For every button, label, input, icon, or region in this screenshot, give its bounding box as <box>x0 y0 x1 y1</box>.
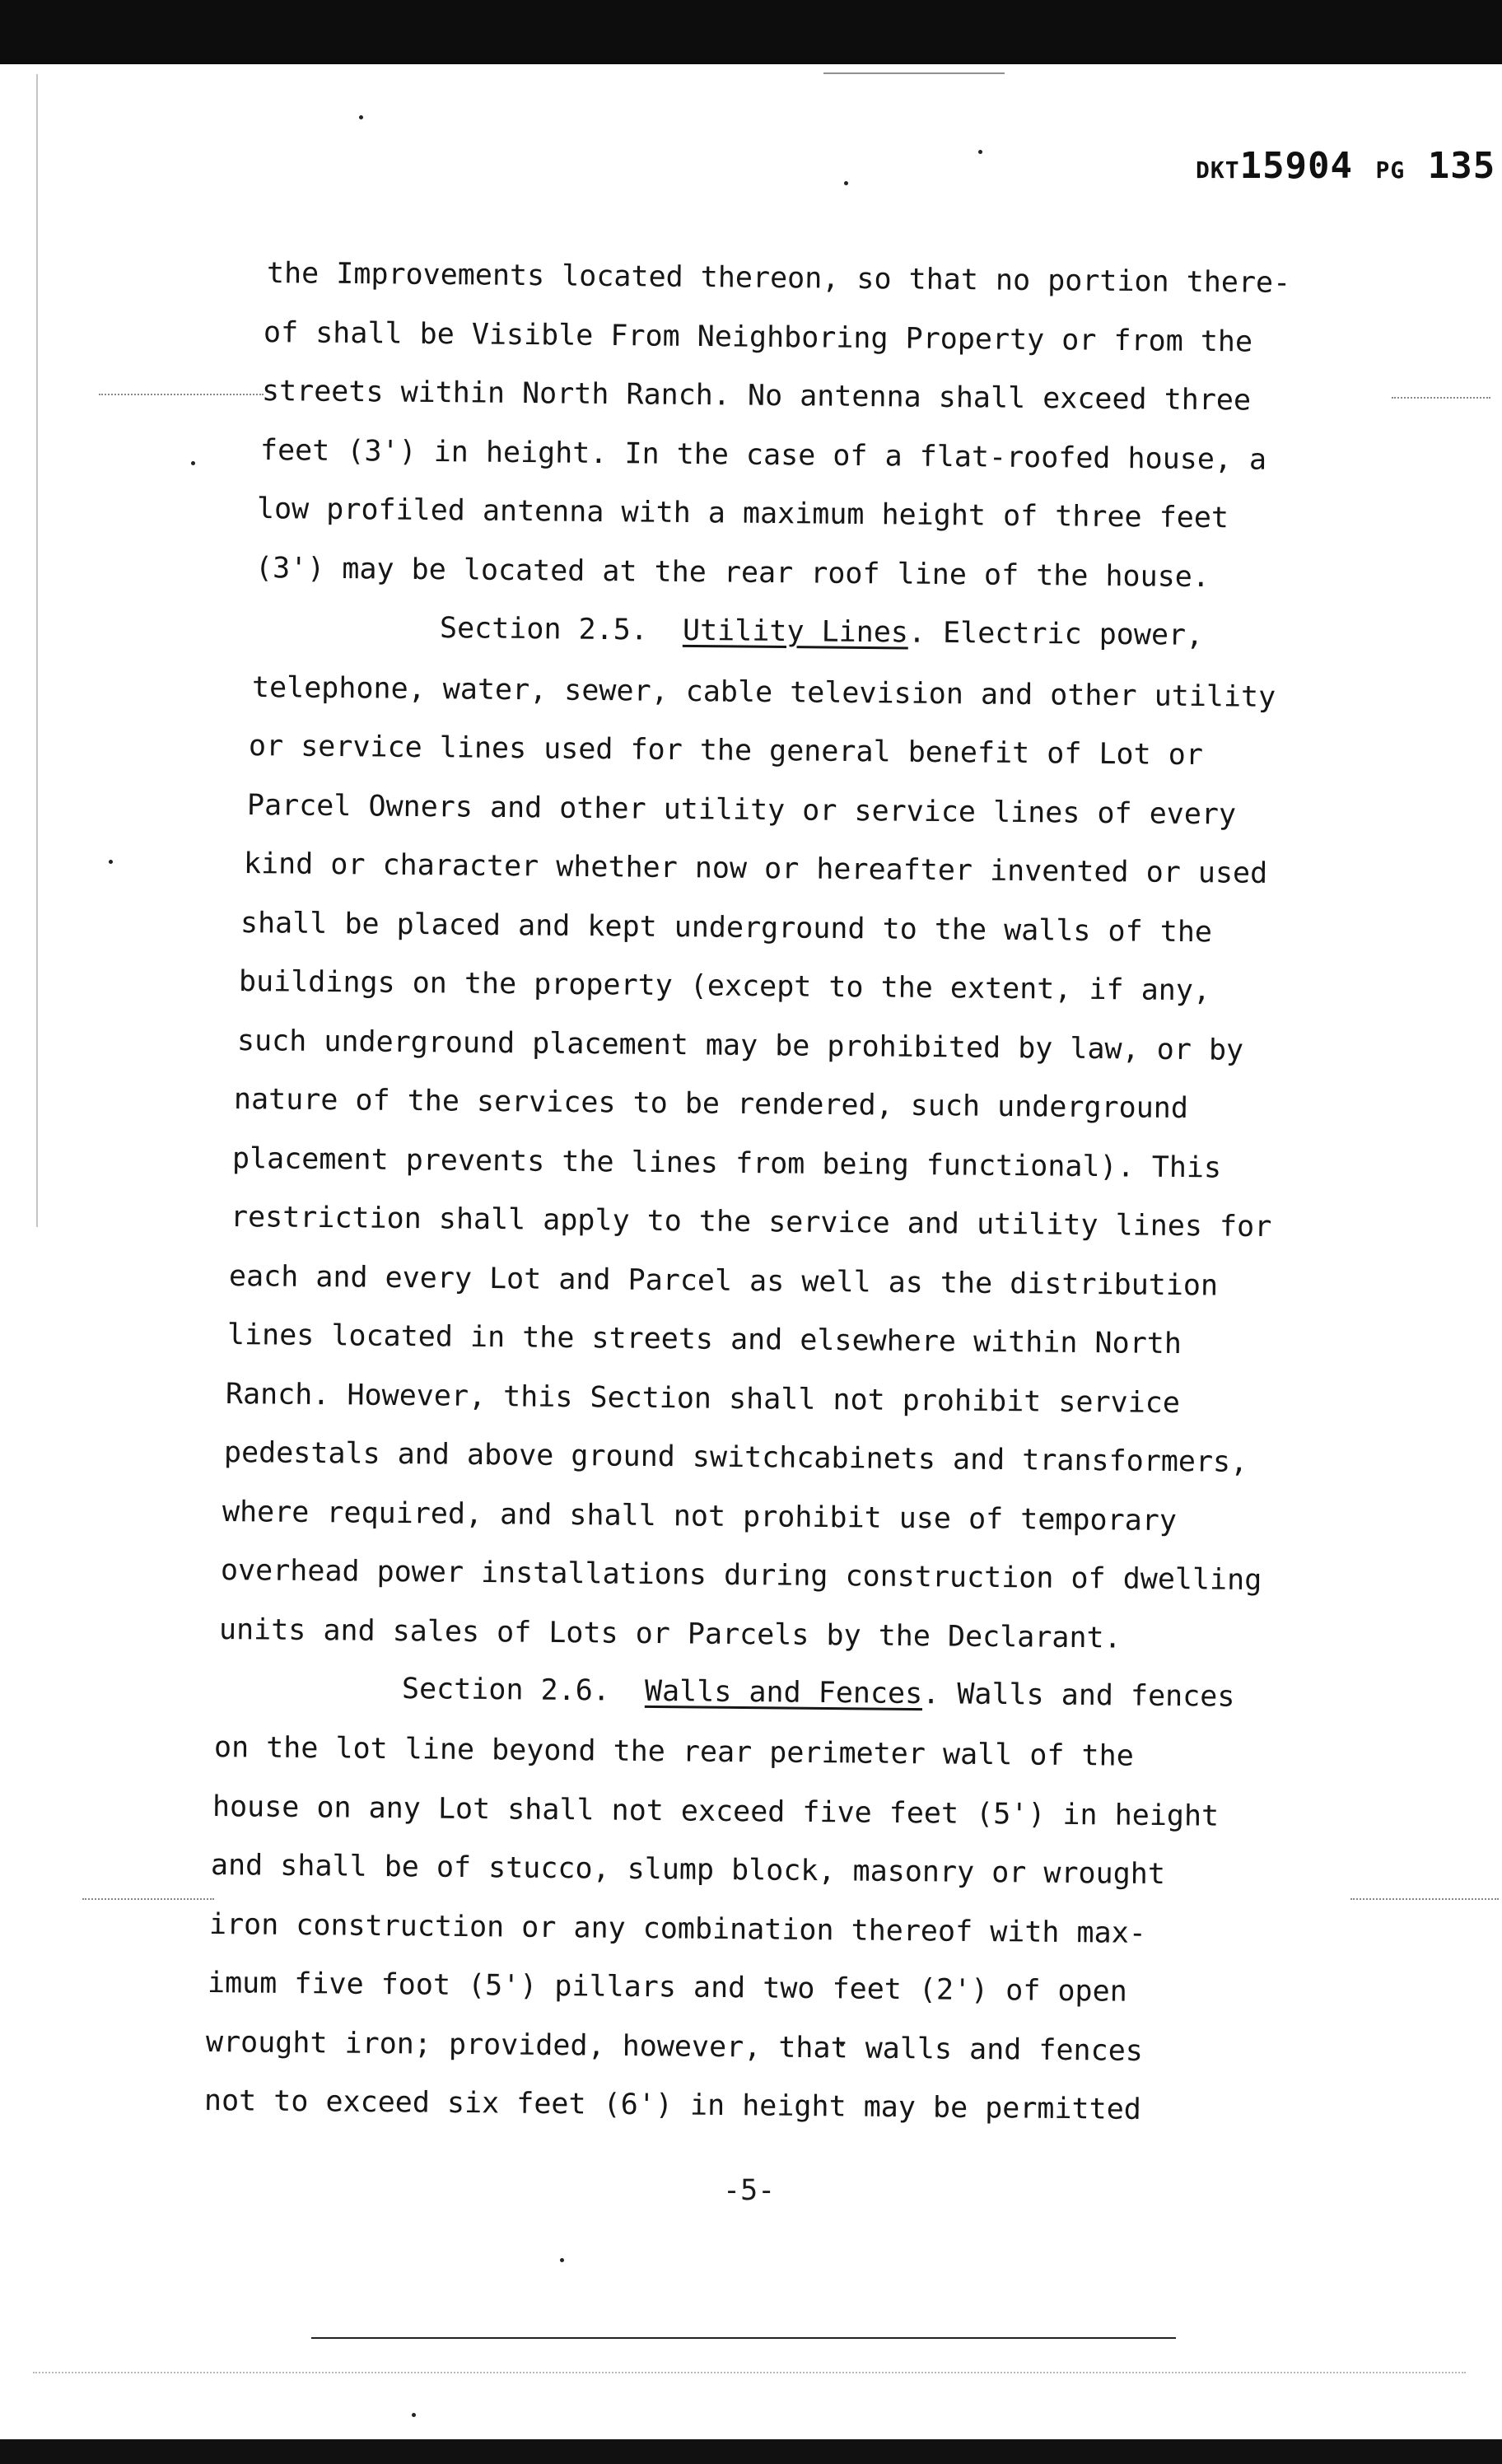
text-line: and shall be of stucco, slump block, masonry or wrought <box>210 1849 1166 1892</box>
text-line: restriction shall apply to the service and utility lines for <box>230 1201 1272 1244</box>
text-line: wrought iron; provided, however, that walls and fences <box>205 2026 1144 2068</box>
scan-top-border <box>0 0 1502 64</box>
text-line: the Improvements located thereon, so that no portion there- <box>266 257 1291 300</box>
section-title-walls-and-fences: Walls and Fences <box>644 1674 923 1711</box>
docket-book: 15904 <box>1239 145 1354 187</box>
docket-prefix: DKT <box>1196 156 1240 184</box>
text-line: telephone, water, sewer, cable television and other utility <box>251 671 1276 714</box>
scan-noise-line <box>99 394 264 396</box>
section-lead-text: . Electric power, <box>907 616 1204 652</box>
text-line: not to exceed six feet (6') in height may be permitted <box>203 2084 1142 2126</box>
text-line: where required, and shall not prohibit use of temporary <box>222 1496 1178 1538</box>
scan-speck <box>109 860 113 864</box>
text-line: buildings on the property (except to the extent, if any, <box>238 965 1211 1008</box>
scan-bottom-border <box>0 2439 1502 2464</box>
scan-speck <box>844 181 848 185</box>
scan-noise-line <box>1350 1898 1499 1901</box>
text-line: feet (3') in height. In the case of a flat-roofed house, a <box>259 434 1267 477</box>
text-line: streets within North Ranch. No antenna shall exceed three <box>261 375 1252 418</box>
text-line: low profiled antenna with a maximum height of three feet <box>256 492 1229 535</box>
text-line: pedestals and above ground switchcabinets and transformers, <box>223 1436 1248 1479</box>
text-line: iron construction or any combination thereof with max- <box>208 1908 1147 1950</box>
scan-margin-line <box>36 74 38 1227</box>
text-line: kind or character whether now or hereafter invented or used <box>243 847 1268 890</box>
text-line: Parcel Owners and other utility or service lines of every <box>246 789 1237 832</box>
text-line: of shall be Visible From Neighboring Property or from the <box>263 316 1253 359</box>
scan-horizontal-rule <box>311 2337 1176 2339</box>
text-line: on the lot line beyond the rear perimeter wall of the <box>213 1731 1134 1773</box>
scan-speck <box>412 2413 416 2417</box>
section-title-utility-lines: Utility Lines <box>682 614 909 650</box>
text-line: overhead power installations during construction of dwelling <box>220 1554 1262 1598</box>
text-line: nature of the services to be rendered, such underground <box>233 1083 1189 1126</box>
text-line: house on any Lot shall not exceed five feet (5') in height <box>212 1790 1220 1833</box>
text-line: imum five foot (5') pillars and two feet (2') of open <box>207 1967 1127 2009</box>
text-line: or service lines used for the general benefit of Lot or <box>248 730 1204 772</box>
docket-pg-label: PG <box>1375 156 1406 184</box>
docket-stamp <box>1196 145 1495 187</box>
text-line: each and every Lot and Parcel as well as the distribution <box>228 1260 1219 1303</box>
section-number: Section 2.6. <box>401 1673 611 1708</box>
scan-noise-line <box>82 1898 214 1901</box>
docket-page: 135 <box>1427 145 1496 187</box>
text-line: placement prevents the lines from being functional). This <box>231 1142 1222 1185</box>
page-number: -5- <box>723 2174 776 2207</box>
text-line: shall be placed and kept underground to the walls of the <box>240 907 1213 950</box>
section-lead-text: . Walls and fences <box>921 1678 1235 1714</box>
text-line: units and sales of Lots or Parcels by the Declarant. <box>218 1613 1122 1655</box>
text-line: lines located in the streets and elsewhere within North <box>226 1318 1182 1361</box>
scan-noise-line <box>33 2372 1466 2374</box>
text-line: (3') may be located at the rear roof line of the house. <box>254 552 1210 595</box>
section-heading-line <box>402 1673 1235 1714</box>
scan-horizontal-rule <box>823 72 1005 74</box>
section-number: Section 2.5. <box>439 612 649 647</box>
section-heading-line <box>440 612 1204 652</box>
text-line: such underground placement may be prohibited by law, or by <box>236 1024 1244 1067</box>
text-line: Ranch. However, this Section shall not prohibit service <box>225 1378 1181 1421</box>
scan-speck <box>359 115 363 119</box>
scan-noise-line <box>1392 397 1490 399</box>
scan-speck <box>978 150 982 154</box>
scan-speck <box>191 461 195 465</box>
scan-speck <box>560 2258 564 2262</box>
